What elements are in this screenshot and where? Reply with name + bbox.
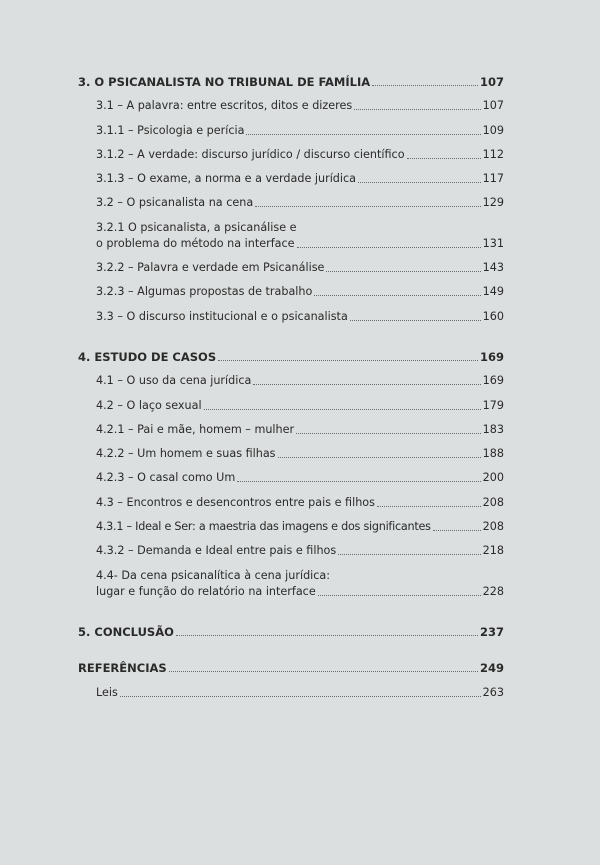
dot-leader xyxy=(354,108,480,110)
toc-chapter-5[interactable] xyxy=(78,624,504,640)
toc-entry-page: 237 xyxy=(479,624,504,639)
toc-entry-page: 218 xyxy=(482,544,504,558)
toc-entry-page: 169 xyxy=(479,349,504,364)
toc-entry[interactable] xyxy=(78,470,504,486)
dot-leader xyxy=(237,480,480,482)
toc-entry[interactable] xyxy=(78,519,504,535)
dot-leader xyxy=(350,319,481,321)
toc-chapter-4[interactable] xyxy=(78,349,504,365)
dot-leader xyxy=(176,634,478,636)
toc-entry-page: 107 xyxy=(482,99,504,113)
toc-entry-title: 3.1.2 – A verdade: discurso jurídico / discurso científico xyxy=(96,147,405,161)
dot-leader xyxy=(377,505,481,507)
toc-entry[interactable] xyxy=(78,685,504,701)
toc-entry-title: 4.2.3 – O casal como Um xyxy=(96,471,236,485)
toc-entry-title: 4. ESTUDO DE CASOS xyxy=(78,349,217,364)
dot-leader xyxy=(278,456,481,458)
toc-entry-title: 3.2.2 – Palavra e verdade em Psicanálise xyxy=(96,261,325,275)
toc-entry-title: 5. CONCLUSÃO xyxy=(78,624,174,639)
toc-entry-title: 4.3 – Encontros e desencontros entre pais e filhos xyxy=(96,495,375,509)
toc-entry-page: 160 xyxy=(482,309,504,323)
toc-entry[interactable] xyxy=(78,123,504,139)
toc-entry-page: 131 xyxy=(482,236,504,250)
toc-entry-title: 3. O PSICANALISTA NO TRIBUNAL DE FAMÍLIA xyxy=(78,75,371,89)
toc-entry-page: 169 xyxy=(482,374,504,388)
toc-chapter-3[interactable] xyxy=(78,74,504,90)
dot-leader xyxy=(297,246,481,248)
toc-entry-title: 4.2.2 – Um homem e suas filhas xyxy=(96,447,276,461)
dot-leader xyxy=(407,157,481,159)
table-of-contents xyxy=(78,74,504,709)
toc-entry[interactable] xyxy=(78,147,504,163)
toc-entry[interactable] xyxy=(78,220,504,252)
dot-leader xyxy=(314,294,480,296)
dot-leader xyxy=(218,359,478,361)
toc-entry[interactable] xyxy=(78,195,504,211)
toc-entry[interactable] xyxy=(78,309,504,325)
toc-entry-title: 4.3.1 – Ideal e Ser: a maestria das imagens e dos significantes xyxy=(96,520,431,534)
toc-entry-page: 208 xyxy=(482,495,504,509)
toc-entry-title-line1: 4.4- Da cena psicanalítica à cena jurídica: xyxy=(96,568,331,582)
toc-entry-page: 249 xyxy=(479,661,504,676)
dot-leader xyxy=(372,84,478,86)
toc-entry-title: 3.1.1 – Psicologia e perícia xyxy=(96,123,245,137)
toc-entry[interactable] xyxy=(78,373,504,389)
toc-entry-title: Leis xyxy=(96,685,118,699)
toc-entry-title: 3.1.3 – O exame, a norma e a verdade jurídica xyxy=(96,172,357,186)
toc-entry-page: 179 xyxy=(482,398,504,412)
toc-entry-page: 117 xyxy=(482,172,504,186)
toc-entry[interactable] xyxy=(78,284,504,300)
toc-entry-page: 143 xyxy=(482,261,504,275)
dot-leader xyxy=(326,270,480,272)
toc-entry-title: 3.2.3 – Algumas propostas de trabalho xyxy=(96,285,313,299)
dot-leader xyxy=(120,695,481,697)
toc-entry[interactable] xyxy=(78,446,504,462)
dot-leader xyxy=(338,553,480,555)
toc-entry-page: 188 xyxy=(482,447,504,461)
toc-entry-title: 3.1 – A palavra: entre escritos, ditos e dizeres xyxy=(96,99,353,113)
toc-entry-page: 183 xyxy=(482,422,504,436)
dot-leader xyxy=(296,432,481,434)
dot-leader xyxy=(318,594,481,596)
toc-entry-title: 4.2.1 – Pai e mãe, homem – mulher xyxy=(96,422,295,436)
toc-entry[interactable] xyxy=(78,495,504,511)
toc-entry-page: 109 xyxy=(482,123,504,137)
dot-leader xyxy=(433,529,481,531)
dot-leader xyxy=(358,181,481,183)
toc-entry-page: 129 xyxy=(482,196,504,210)
dot-leader xyxy=(169,670,478,672)
dot-leader xyxy=(204,408,481,410)
toc-entry-page: 263 xyxy=(482,685,504,699)
dot-leader xyxy=(253,383,480,385)
toc-entry-page: 112 xyxy=(482,147,504,161)
dot-leader xyxy=(246,133,480,135)
toc-entry-title: 3.3 – O discurso institucional e o psicanalista xyxy=(96,309,348,323)
toc-entry-page: 149 xyxy=(482,285,504,299)
toc-entry-title: 3.2 – O psicanalista na cena xyxy=(96,196,254,210)
dot-leader xyxy=(255,205,480,207)
toc-entry-title: 4.1 – O uso da cena jurídica xyxy=(96,374,252,388)
toc-entry-title: REFERÊNCIAS xyxy=(78,661,167,676)
toc-entry-title-line2: o problema do método na interface xyxy=(96,236,295,250)
toc-entry-page: 208 xyxy=(482,520,504,534)
toc-entry[interactable] xyxy=(78,171,504,187)
toc-entry-title: 4.3.2 – Demanda e Ideal entre pais e filhos xyxy=(96,544,337,558)
toc-entry-title: 4.2 – O laço sexual xyxy=(96,398,202,412)
toc-references[interactable] xyxy=(78,660,504,676)
toc-entry[interactable] xyxy=(78,543,504,559)
toc-entry-page: 228 xyxy=(482,584,504,598)
toc-entry-page: 200 xyxy=(482,471,504,485)
toc-entry-title-line2: lugar e função do relatório na interface xyxy=(96,584,316,598)
toc-entry[interactable] xyxy=(78,422,504,438)
toc-entry-title-line1: 3.2.1 O psicanalista, a psicanálise e xyxy=(96,220,297,234)
toc-entry[interactable] xyxy=(78,98,504,114)
toc-entry[interactable] xyxy=(78,260,504,276)
toc-entry[interactable] xyxy=(78,568,504,600)
toc-entry-page: 107 xyxy=(479,75,504,89)
toc-entry[interactable] xyxy=(78,398,504,414)
